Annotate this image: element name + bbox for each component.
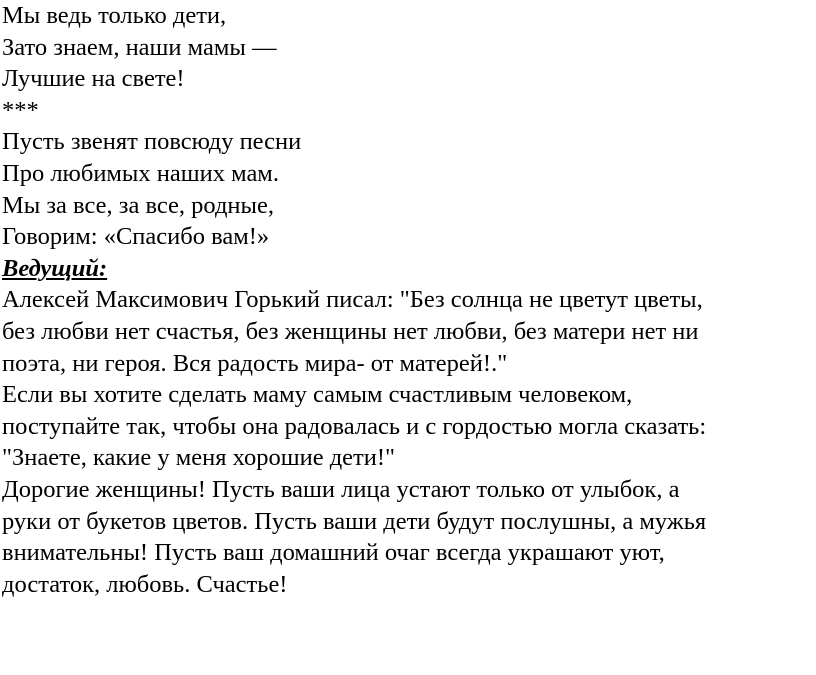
poem-line: Мы ведь только дети, — [2, 2, 227, 29]
prose-line: без любви нет счастья, без женщины нет любви, без матери нет ни — [2, 317, 699, 345]
prose-line: внимательны! Пусть ваш домашний очаг всегда украшают уют, — [2, 539, 665, 567]
poem-line: Говорим: «Спасибо вам!» — [2, 223, 270, 251]
poem-line: Про любимых наших мам. — [2, 159, 279, 187]
document-page — [2, 0, 814, 600]
prose-line: руки от букетов цветов. Пусть ваши дети будут послушны, а мужья — [2, 507, 707, 535]
poem-line: Мы за все, за все, родные, — [2, 191, 275, 219]
poem-line: Пусть звенят повсюду песни — [2, 128, 302, 156]
prose-line: поэта, ни героя. Вся радость мира- от матерей!." — [2, 349, 508, 377]
prose-line: Если вы хотите сделать маму самым счастливым человеком, — [2, 381, 633, 409]
separator: *** — [2, 96, 39, 124]
speaker-label: Ведущий: — [2, 254, 108, 282]
prose-line: достаток, любовь. Счастье! — [2, 570, 288, 598]
poem-line: Лучшие на свете! — [2, 65, 185, 93]
prose-line: "Знаете, какие у меня хорошие дети!" — [2, 444, 396, 472]
prose-line: Алексей Максимович Горький писал: "Без солнца не цветут цветы, — [2, 286, 703, 314]
prose-line: поступайте так, чтобы она радовалась и с гордостью могла сказать: — [2, 412, 707, 440]
prose-line: Дорогие женщины! Пусть ваши лица устают только от улыбок, а — [2, 475, 680, 503]
poem-line: Зато знаем, наши мамы — — [2, 33, 277, 61]
